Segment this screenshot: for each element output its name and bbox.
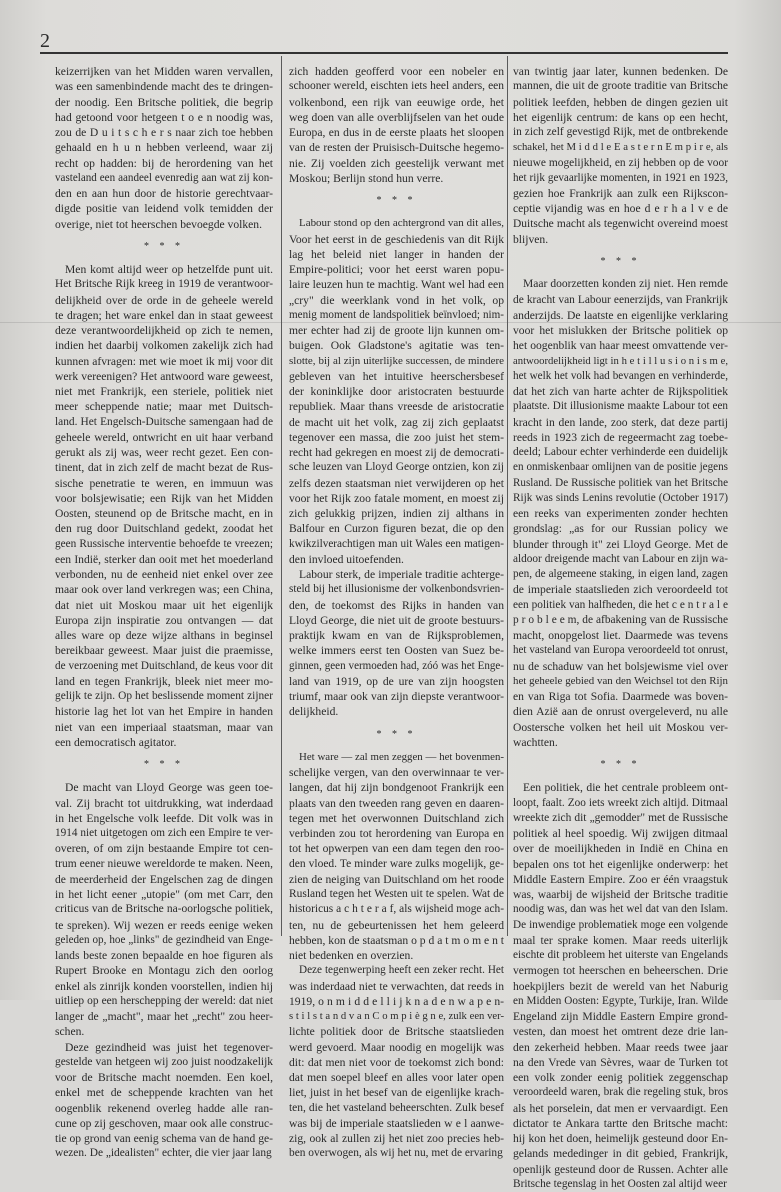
text-line: blijven. bbox=[513, 232, 549, 246]
text-line: kunnen afvragen: met wie moet ik mij voor dit bbox=[55, 354, 273, 368]
paragraph bbox=[55, 780, 273, 1039]
text-line: was bij de imperiale staatslieden w e l aanwe- bbox=[289, 1116, 504, 1130]
text-line: een Indië, sterker dan ooit met het moederland bbox=[55, 552, 273, 566]
text-line: nu de schaduw van het bolsjewisme viel over bbox=[513, 659, 728, 673]
text-line: Empire-politici; voor het eerst waren popu- bbox=[289, 263, 504, 276]
text-line: wreekte zich dit „gemodder" met de Russische bbox=[513, 811, 728, 824]
page-number: 2 bbox=[40, 30, 50, 52]
text-line: den invloed uitoefenden. bbox=[289, 552, 404, 566]
text-line: p r o b l e e m, de afbakening van de Russische bbox=[513, 613, 728, 626]
text-line: grondslag: „as for our Russian policy we bbox=[513, 522, 728, 536]
text-line: wachtten. bbox=[513, 735, 558, 749]
text-line: s t i l s t a n d v a n C o m p i è g n e, zulk een ver- bbox=[289, 1011, 504, 1022]
section-separator: * * * bbox=[600, 759, 641, 770]
text-line: oogenblik rekenend overleg hadde alle ran- bbox=[55, 1101, 273, 1115]
header-rule bbox=[40, 52, 728, 54]
text-line: een volk zonder eenig politiek zeggenschap bbox=[513, 1071, 728, 1084]
text-line: lag het beleid niet langer in handen der bbox=[289, 247, 504, 261]
text-line: vasteland een aandeel evenredig aan wat zij kon- bbox=[55, 171, 273, 184]
text-line: werk vereenigen? Het antwoord ware geweest, bbox=[55, 369, 273, 383]
text-line: de imperiale staatslieden zich veroordeeld tot bbox=[513, 583, 728, 597]
text-line: zelfs dezen staatsman niet verwijderen op het bbox=[289, 476, 504, 490]
text-line: ceptie vijandig was en hoe d e r h a l v e de bbox=[513, 202, 728, 216]
text-line: criticus van de Britsche na-oorlogsche politiek, bbox=[55, 903, 273, 916]
paragraph bbox=[55, 1040, 273, 1162]
text-line: voor bolsjewisatie; een Rijk van het Midden bbox=[55, 491, 273, 505]
text-line: bepalen ons tot het eigenlijke onderwerp: het bbox=[513, 857, 728, 871]
text-line: kwikzilverachtigen man uit Wales een matigen- bbox=[289, 537, 504, 550]
text-line: Rusland tegen het Westen uit te spelen. Wat de bbox=[289, 888, 504, 900]
text-line: maal ter sprake komen. Maar reeds uiterlijk bbox=[513, 933, 728, 947]
text-line: Voor het eerst in de geschiedenis van dit Rijk bbox=[289, 232, 504, 246]
text-line: eischte dit probleem het uiterste van Engelands bbox=[513, 949, 728, 961]
text-line: in zich zelf gevestigd Rijk, met de ontbrekende bbox=[513, 126, 728, 138]
text-line: werd gevoerd. Maar noodig en mogelijk was bbox=[289, 1040, 504, 1054]
text-line: Europa zijn inspiratie zou ontvangen — dat bbox=[55, 613, 273, 627]
text-line: macht, onopgelost liet. Daarmede was tevens bbox=[513, 629, 728, 642]
text-line: Moskou; Berlijn stond hun verre. bbox=[289, 171, 444, 185]
text-line: maar ook over land verkregen was; een China, bbox=[55, 583, 273, 597]
text-line: anderzijds. De laatste en eigenlijke verklaring bbox=[513, 308, 728, 322]
text-line: schelijke vergen, van den overwinnaar te ver- bbox=[289, 766, 504, 779]
text-line: steld bij het illusionisme der volkenbondsvrien- bbox=[289, 583, 504, 596]
text-line: zien de neiging van Duitschland om het roode bbox=[289, 872, 504, 886]
section-separator: * * * bbox=[376, 728, 417, 740]
text-line: aldoor dreigende macht van Labour en zijn wa- bbox=[513, 552, 728, 565]
text-line: een politiek van halfheden, die het c e n t r a l e bbox=[513, 598, 728, 611]
text-line: Rupert Brooke en Montagu zich den oorlog bbox=[55, 964, 273, 978]
text-line: hoekpijlers bezit de wereld van het Naburig bbox=[513, 979, 728, 993]
text-line: gelands mededinger in dit gebied, Frankrijk, bbox=[513, 1147, 728, 1161]
paragraph bbox=[513, 64, 728, 247]
text-line: Rusland. De Russische politiek van het Britsche bbox=[513, 476, 728, 489]
text-line: het eigenlijk centrum: de kans op een hecht, bbox=[513, 110, 728, 124]
text-line: loopt, faalt. Zoo iets wreekt zich altijd. Ditmaal bbox=[513, 796, 728, 809]
text-line: ten, nu de gebeurtenissen het hem geleerd bbox=[289, 918, 504, 932]
text-line: vermogen tot heerschen en beheerschen. Drie bbox=[513, 964, 728, 978]
text-line: hebben, kon de staatsman o p d a t m o m e n t bbox=[289, 933, 504, 947]
text-line: welke immers eerst ten Oosten van Suez be- bbox=[289, 644, 504, 658]
column-divider bbox=[281, 56, 282, 936]
text-line: sche leuzen van Lloyd George ontzien, kon zij bbox=[289, 461, 504, 474]
paragraph bbox=[513, 780, 728, 1192]
text-line: lichte politiek door de Britsche staatslieden bbox=[289, 1025, 504, 1039]
text-line: voor het mislukken der Britsche politiek op bbox=[513, 324, 728, 337]
text-line: deeld; Labour echter verhinderde een duidelijk bbox=[513, 446, 728, 458]
text-line: over de moeilijkheden in Indië en China en bbox=[513, 842, 728, 856]
text-line: 1914 niet uitgetogen om zich een Empire te ver- bbox=[55, 827, 273, 839]
text-line: verbinden zou tot herordening van Europa en bbox=[289, 827, 504, 840]
text-line: politiek al heel spoedig. Wij zwijgen ditmaal bbox=[513, 827, 728, 840]
text-line: dien Azië aan de onrust overgeleverd, nu alle bbox=[513, 705, 728, 719]
text-line: tegen met het overwonnen Duitschland zich bbox=[289, 811, 504, 825]
text-line: na den Vrede van Sèvres, waar de Turken tot bbox=[513, 1055, 728, 1069]
text-line: Engeland zijn Middle Eastern Empire grond- bbox=[513, 1010, 728, 1023]
text-line: enkel als zinrijk konden voorstellen, indien hij bbox=[55, 979, 273, 993]
text-line: tegenover een massa, die zoo juist het stem- bbox=[289, 430, 504, 444]
text-line: nie. Zij voelden zich geestelijk verwant met bbox=[289, 156, 504, 170]
text-line: en van Riga tot Sofia. Daarmede was boven- bbox=[513, 690, 728, 703]
text-line: overen, of om zijn bestaande Empire tot cen- bbox=[55, 842, 273, 856]
text-line: gelijk te zijn. Op het beslissende moment zijner bbox=[55, 690, 273, 702]
text-line: liet, juist in het besef van de eigenlijke krach- bbox=[289, 1086, 504, 1100]
text-line: ben overwogen, als wij het nu, met de ervaring bbox=[289, 1147, 503, 1160]
text-line: plaatste. Dit illusionisme maakte Labour tot een bbox=[513, 400, 728, 413]
text-line: zig, ook al zullen zij het niet zoo precies heb- bbox=[289, 1132, 504, 1145]
paragraph bbox=[289, 64, 504, 186]
text-line: wezen. De „idealisten" echter, die vier jaar lang bbox=[55, 1147, 272, 1160]
text-line: tinent, dat in zich zelf de macht bezat de Rus- bbox=[55, 461, 273, 475]
text-line: gezien hoe Frankrijk aan zulk een Rijkscon- bbox=[513, 187, 728, 200]
text-line: recht op hadden: bij de herordening van het bbox=[55, 156, 273, 170]
section-separator: * * * bbox=[144, 759, 184, 770]
paragraph bbox=[513, 277, 728, 750]
text-line: dat men soepel bleef en alles voor later open bbox=[289, 1071, 504, 1084]
text-line: laire leuzen hun te machtig. Want wel had een bbox=[289, 278, 504, 292]
text-line: den en aan hun door de historie gerechtvaar- bbox=[55, 187, 273, 200]
text-line: deze verantwoordelijkheid op zich te nemen, bbox=[55, 324, 273, 337]
text-line: openlijk gesteund door de Russen. Achter alle bbox=[513, 1162, 728, 1176]
text-line: het rijk gevaarlijke momenten, in 1921 en 1923, bbox=[513, 171, 728, 184]
text-line: land en tegen Frankrijk, bleek niet meer mo- bbox=[55, 674, 273, 688]
text-line: geheele wereld, ontwricht en uit haar verband bbox=[55, 430, 273, 444]
text-line: tie op grond van eenig schema van de hand ge- bbox=[55, 1132, 273, 1145]
text-line: in het Engelsche volk leefde. Dit volk was in bbox=[55, 811, 273, 825]
text-line: der noodig. Een Britsche politiek, die begrip bbox=[55, 95, 273, 109]
section-separator: * * * bbox=[600, 256, 641, 267]
text-line: Oosten, steunend op de Britsche macht, en in bbox=[55, 507, 273, 520]
text-line: in het licht eener „utopie" (om met Carr, den bbox=[55, 888, 273, 901]
text-line: veroordeeld waren, brak die regeling stuk, bros bbox=[513, 1086, 728, 1099]
text-line: het welk het volk had bevangen en verhinderde, bbox=[513, 369, 728, 382]
text-line: delijkheid over de orde in de geheele wereld bbox=[55, 293, 273, 307]
text-line: nieuwe mogelijkheid, en zij hebben op de voor bbox=[513, 156, 728, 169]
column-1 bbox=[55, 64, 273, 1162]
text-line: en onmiskenbaar omlijnen van de positie jegens bbox=[513, 461, 728, 474]
text-line: gerukt als zij was, weer recht gezet. Een con- bbox=[55, 446, 273, 459]
text-line: den rug door Duitschland gedekt, zoodat het bbox=[55, 522, 273, 536]
text-line: 1919, o n m i d d e l l i j k n a d e n w a p e n- bbox=[289, 994, 504, 1008]
text-line: volkenbond, een rijk van eeuwige orde, het bbox=[289, 95, 504, 109]
text-line: voor de Britsche macht noemden. Een koel, bbox=[55, 1071, 273, 1084]
text-line: alles ware op deze wijze althans in beginsel bbox=[55, 629, 273, 642]
text-line: den, de toekomst des Rijks in handen van bbox=[289, 598, 504, 612]
section-separator: * * * bbox=[144, 240, 184, 252]
text-line: sische penetratie te weren, en immuun was bbox=[55, 476, 273, 490]
text-line: niet met Frankrijk, een steriele, politiek niet bbox=[55, 385, 273, 398]
text-line: niet van een imperiaal staatsman, maar van bbox=[55, 720, 273, 734]
text-line: uitliep op een herschepping der wereld: dat niet bbox=[55, 994, 273, 1007]
text-line: Labour stond op den achtergrond van dit alles, bbox=[299, 217, 504, 230]
text-line: historicus a c h t e r a f, als wijsheid moge ach- bbox=[289, 903, 504, 916]
paragraph bbox=[289, 750, 504, 964]
text-line: Balfour en Curzon figuren bezat, die op den bbox=[289, 522, 504, 536]
text-line: te spreken). Wij wezen er reeds eenige weken bbox=[55, 918, 273, 932]
text-line: ten, die het vasteland beheerschten. Zulk besef bbox=[289, 1101, 504, 1114]
text-line: een reeks van experimenten zonder hechten bbox=[513, 507, 728, 520]
text-line: had getoond voor hetgeen t o e n noodig was, bbox=[55, 110, 273, 124]
text-line: der koninklijke door aristocraten bestuurde bbox=[289, 385, 504, 398]
text-line: historie lag het lot van het Empire in handen bbox=[55, 705, 273, 719]
text-line: enkel met de scheppende krachten van het bbox=[55, 1086, 273, 1100]
text-line: het oogenblik van haar meest omvattende ver- bbox=[513, 339, 728, 353]
text-line: weg doen van alle overblijfselen van het oude bbox=[289, 110, 504, 124]
paragraph bbox=[55, 64, 273, 232]
text-line: dat niet uit Moskou maar uit het eigenlijk bbox=[55, 598, 273, 612]
text-line: gebleven van het intuitive heerschersbesef bbox=[289, 369, 504, 383]
text-line: de verzoening met Duitschland, de keus voor dit bbox=[55, 659, 273, 672]
text-line: den zekerheid hebben. Maar reeds twee jaar bbox=[513, 1040, 728, 1054]
text-line: van de resten der Pruisisch-Duitsche hegemo- bbox=[289, 141, 504, 155]
text-line: vesten, dan moest het omtrent deze drie lan- bbox=[513, 1025, 728, 1039]
text-line: schen. bbox=[55, 1025, 85, 1039]
text-line: Oostersche volken het heil uit Moskou ver- bbox=[513, 720, 728, 734]
text-line: lands beste zonen bepaalde en hoe figuren als bbox=[55, 949, 273, 962]
text-line: ginnen, geen vermoeden had, zóó was het Enge- bbox=[289, 659, 504, 672]
text-line: keizerrijken van het Midden waren vervallen, bbox=[55, 65, 273, 78]
text-line: Rijk was sinds Lenins revolutie (October 1917) bbox=[513, 491, 728, 504]
text-line: was, waarbij de wijsheid der Britsche traditie bbox=[513, 888, 728, 901]
text-line: De inwendige problematiek moge een volgende bbox=[513, 918, 728, 931]
text-line: indien het daarbij volkomen zakelijk zich had bbox=[55, 339, 273, 353]
text-line: en Midden Oosten: Egypte, Turkije, Iran. Wilde bbox=[513, 994, 728, 1007]
text-line: als het porselein, dat men er vervaardigt. Een bbox=[513, 1101, 728, 1115]
column-3 bbox=[513, 64, 728, 1192]
text-line: noodig was, dan was het wel dat van den Islam. bbox=[513, 903, 728, 916]
text-line: antwoordelijkheid ligt in h e t i l l u s i o n i s m e, bbox=[513, 354, 728, 367]
text-line: dictator te Ankara tartte den Britsche macht: bbox=[513, 1116, 728, 1130]
text-line: blunder through it" zei Lloyd George. Met de bbox=[513, 537, 728, 551]
text-line: was inderdaad niet te verwachten, dat reeds in bbox=[289, 979, 504, 993]
text-line: mer echter had zij de groote lijn kunnen om- bbox=[289, 324, 504, 337]
text-line: de meerderheid der Engelschen zag de dingen bbox=[55, 872, 273, 886]
text-line: zou de D u i t s c h e r s naar zich toe hebben bbox=[55, 126, 273, 139]
text-line: plaats van den tweeden rang geven en daaren- bbox=[289, 796, 504, 810]
text-line: tot het opwerpen van een dam tegen den roo- bbox=[289, 842, 504, 856]
text-line: het geheele gebied van den Weichsel tot den Rijn bbox=[513, 674, 728, 687]
text-line: politiek leefden, hebben de dingen gezien uit bbox=[513, 95, 728, 109]
paragraph bbox=[289, 216, 504, 567]
text-line: van twintig jaar later, kunnen bedenken. De bbox=[513, 65, 728, 78]
text-line: de macht uit het volk, zag zij zich geplaatst bbox=[289, 415, 504, 429]
text-line: meer scheppende natie; maar met Duitsch- bbox=[55, 400, 273, 414]
text-line: zich hadden geofferd voor een nobeler en bbox=[289, 65, 504, 78]
text-line: Maar doorzetten konden zij niet. Hen remde bbox=[523, 278, 728, 291]
paragraph bbox=[55, 262, 273, 750]
text-line: digde positie van leidend volk temidden der bbox=[55, 202, 273, 216]
text-line: bereikbaar geweest. Maar juist die praemisse, bbox=[55, 644, 273, 658]
text-line: triumf, maar ook van zijn diepste verantwoor- bbox=[289, 690, 504, 703]
text-line: trum eener nieuwe wereldorde te maken. Neen, bbox=[55, 857, 273, 870]
text-line: hij kon het doen, heimelijk gesteund door En- bbox=[513, 1132, 728, 1145]
text-line: het vasteland van Europa veroordeeld tot onrust, bbox=[513, 644, 728, 657]
paragraph bbox=[289, 567, 504, 720]
text-line: Middle Eastern Empire. Zoo er één vraagstuk bbox=[513, 872, 728, 886]
text-line: land. Het Engelsch-Duitsche samengaan had de bbox=[55, 415, 273, 428]
text-line: De macht van Lloyd George was geen toe- bbox=[65, 781, 273, 795]
text-line: overige, niet tot heerschen bevoegde volken. bbox=[55, 217, 263, 231]
text-line: geen Russische interventie behoefde te vreezen; bbox=[55, 537, 273, 550]
text-line: Het ware — zal men zeggen — het bovenmen- bbox=[299, 750, 504, 763]
text-line: Britsche tegenslag in het Oosten zal altijd weer bbox=[513, 1177, 727, 1190]
column-divider bbox=[507, 56, 508, 936]
text-line: „cry" die weerklank vond in het volk, op bbox=[289, 293, 504, 307]
text-line: geleden op, hoe „links" de gezindheid van Enge- bbox=[55, 933, 273, 946]
text-line: zich gelukkig prijzen, indien zij althans in bbox=[289, 507, 504, 520]
text-line: te dragen; het ware enkel dan in staat geweest bbox=[55, 308, 273, 322]
text-line: reeds in 1923 zich de regeermacht zag toebe- bbox=[513, 430, 728, 444]
section-separator: * * * bbox=[376, 195, 417, 206]
text-line: langen, dat hij zijn bondgenoot Frankrijk een bbox=[289, 781, 504, 795]
text-line: Labour sterk, de imperiale traditie achterge- bbox=[299, 568, 504, 581]
text-line: Men komt altijd weer op hetzelfde punt uit. bbox=[65, 263, 273, 276]
text-line: verbonden, nu de eenheid niet enkel over zee bbox=[55, 568, 273, 581]
text-line: de kracht van Labour eenerzijds, van Frankrijk bbox=[513, 293, 728, 306]
text-line: dit: dat men niet voor de toekomst zich bond: bbox=[289, 1055, 504, 1069]
text-line: republiek. Maar thans vreesde de aristocratie bbox=[289, 400, 504, 414]
text-line: Lloyd George, die niet uit de groote bestuurs- bbox=[289, 613, 504, 627]
text-line: niet bedenken en overzien. bbox=[289, 949, 414, 962]
text-line: schooner wereld, eischten iets heel anders, een bbox=[289, 80, 504, 93]
text-line: Deze tegenwerping heeft een zeker recht. Het bbox=[299, 964, 504, 977]
text-line: cune op zij geschoven, maar ook alle construc- bbox=[55, 1116, 273, 1130]
text-line: land van 1919, op de ure van zijn hoogsten bbox=[289, 674, 504, 688]
text-line: pen, de algemeene staking, in eigen land, zagen bbox=[513, 568, 728, 580]
text-line: langer de „macht", maar het „recht" zou heer- bbox=[55, 1010, 273, 1023]
text-line: schakel, het M i d d l e E a s t e r n E m p i r e, als bbox=[513, 141, 728, 154]
text-line: delijkheid. bbox=[289, 705, 339, 719]
text-line: kracht in den lande, zoo sterk, dat deze partij bbox=[513, 415, 728, 429]
text-line: Een politiek, die het centrale probleem ont- bbox=[523, 781, 728, 795]
text-line: val. Zij bracht tot uitdrukking, wat inderdaad bbox=[55, 796, 273, 810]
text-line: praktijk kwam en van de Rijksproblemen, bbox=[289, 629, 504, 642]
text-line: Het Britsche Rijk kreeg in 1919 de verantwoor- bbox=[55, 278, 273, 291]
paragraph bbox=[289, 963, 504, 1161]
text-line: gestelde van hetgeen wij zoo juist noodzakelijk bbox=[55, 1055, 273, 1068]
column-2 bbox=[289, 64, 504, 1162]
text-line: den vloed. Te minder ware zulks mogelijk, ge- bbox=[289, 857, 504, 870]
text-line: mannen, die uit de groote traditie van Britsche bbox=[513, 80, 728, 93]
text-line: Deze gezindheid was juist het tegenover- bbox=[65, 1040, 273, 1054]
text-line: slotte, bij al zijn uiterlijke successen, de mindere bbox=[289, 354, 504, 367]
text-line: een democratisch agitator. bbox=[55, 735, 177, 749]
text-line: Europa, en dus in de eerste plaats het sloopen bbox=[289, 126, 504, 139]
text-line: Duitsche macht als tegenwicht overeind moest bbox=[513, 217, 728, 230]
text-line: gehaald en h u n hebben verleend, waar zij bbox=[55, 141, 273, 155]
text-line: menig moment de landspolitiek beïnvloed; nim- bbox=[289, 308, 504, 321]
text-line: was een samenbindende macht des te dringen- bbox=[55, 80, 273, 94]
text-line: recht had gekregen en moest zij de democrati- bbox=[289, 446, 504, 459]
text-line: dat het zich van harte achter de Rijkspolitiek bbox=[513, 385, 728, 398]
text-line: buigen. Ook Gladstone's agitatie was ten- bbox=[289, 339, 504, 353]
text-line: voor het Rijk zoo fatale moment, en moest zij bbox=[289, 491, 504, 505]
